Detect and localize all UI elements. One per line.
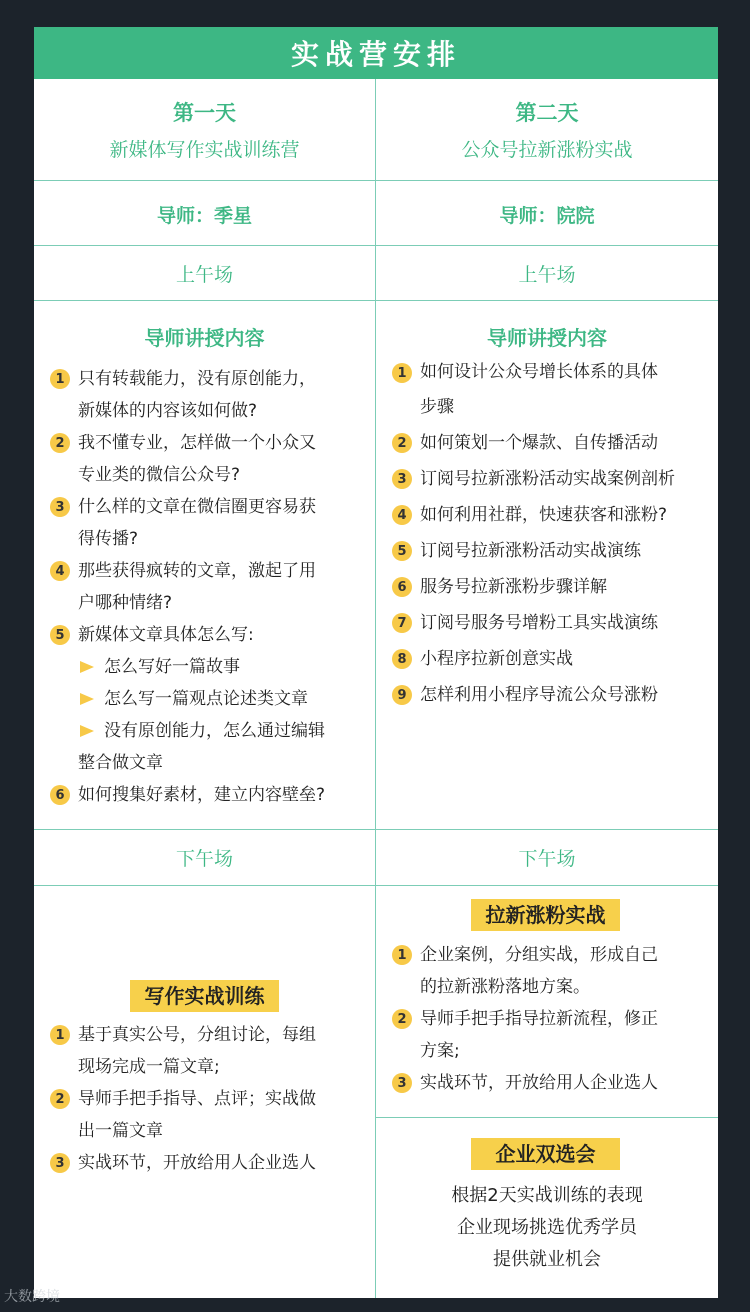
item-line: 的拉新涨粉落地方案。	[420, 977, 590, 997]
number-badge: 2	[392, 433, 412, 453]
number-badge: 2	[50, 433, 70, 453]
sub-item-text: 整合做文章	[78, 753, 163, 773]
item-line: 导师手把手指导拉新流程，修正	[420, 1009, 658, 1029]
day2-topic-list	[392, 355, 714, 713]
number-badge: 6	[50, 785, 70, 805]
job-fair-description	[376, 1180, 718, 1276]
item-line: 现场完成一篇文章;	[78, 1057, 220, 1077]
number-badge: 1	[392, 363, 412, 383]
item-line: 如何利用社群，快速获客和涨粉?	[420, 505, 668, 525]
sub-item	[50, 651, 370, 683]
number-badge: 5	[392, 541, 412, 561]
list-item	[50, 427, 370, 491]
day2-pm-title: 拉新涨粉实战	[471, 899, 620, 931]
item-line: 只有转载能力，没有原创能力，	[78, 369, 316, 389]
day1-topic-list	[50, 363, 370, 811]
day1-section-title: 导师讲授内容	[144, 326, 265, 350]
number-badge: 2	[392, 1009, 412, 1029]
list-item	[50, 1147, 370, 1179]
item-line: 如何搜集好素材，建立内容壁垒?	[78, 785, 326, 805]
day1-title: 第一天	[173, 101, 236, 125]
number-badge: 1	[50, 369, 70, 389]
item-line: 订阅号拉新涨粉活动实战案例剖析	[420, 469, 675, 489]
list-item	[392, 425, 714, 461]
number-badge: 6	[392, 577, 412, 597]
job-fair-title: 企业双选会	[471, 1138, 620, 1170]
sub-item-text: 没有原创能力，怎么通过编辑	[104, 721, 325, 741]
item-line: 如何策划一个爆款、自传播活动	[420, 433, 658, 453]
row-divider	[34, 245, 718, 246]
list-item	[392, 641, 714, 677]
day2-afternoon: 下午场	[518, 848, 576, 870]
job-fair-line: 根据2天实战训练的表现	[451, 1185, 643, 1206]
item-line: 方案;	[420, 1041, 460, 1061]
arrow-icon	[80, 661, 94, 673]
day1-mentor: 导师：季星	[156, 205, 252, 227]
item-line: 新媒体的内容该如何做?	[78, 401, 258, 421]
sub-item-text: 怎么写好一篇故事	[104, 657, 240, 677]
number-badge: 4	[392, 505, 412, 525]
list-item	[392, 569, 714, 605]
sub-item	[50, 683, 370, 715]
item-line: 小程序拉新创意实战	[420, 649, 573, 669]
item-line: 什么样的文章在微信圈更容易获	[78, 497, 316, 517]
list-item	[392, 1003, 714, 1067]
day2-subtitle: 公众号拉新涨粉实战	[461, 139, 633, 161]
list-item	[50, 491, 370, 555]
day1-pm-list	[50, 1019, 370, 1179]
number-badge: 3	[50, 497, 70, 517]
day2-morning: 上午场	[518, 264, 576, 286]
list-item	[392, 461, 714, 497]
item-line: 户哪种情绪?	[78, 593, 173, 613]
arrow-icon	[80, 693, 94, 705]
sub-item-continuation	[50, 747, 370, 779]
day1-pm-title: 写作实战训练	[130, 980, 279, 1012]
number-badge: 7	[392, 613, 412, 633]
item-line: 服务号拉新涨粉步骤详解	[420, 577, 607, 597]
row-divider	[34, 180, 718, 181]
item-line: 如何设计公众号增长体系的具体	[420, 362, 658, 382]
day2-header	[376, 97, 718, 162]
list-item	[392, 355, 714, 425]
day2-mentor: 导师：院院	[499, 205, 595, 227]
list-item	[50, 1083, 370, 1147]
list-item	[50, 779, 370, 811]
item-line: 我不懂专业，怎样做一个小众又	[78, 433, 316, 453]
day1-afternoon: 下午场	[175, 848, 233, 870]
job-fair-line: 企业现场挑选优秀学员	[457, 1217, 637, 1238]
item-line: 新媒体文章具体怎么写:	[78, 625, 254, 645]
list-item	[392, 677, 714, 713]
sub-item	[50, 715, 370, 747]
arrow-icon	[80, 725, 94, 737]
item-line: 出一篇文章	[78, 1121, 163, 1141]
schedule-title: 实战营安排	[34, 27, 718, 79]
row-divider	[34, 300, 718, 301]
day2-section-title: 导师讲授内容	[487, 326, 607, 350]
item-line: 得传播?	[78, 529, 139, 549]
list-item	[392, 1067, 714, 1099]
item-line: 基于真实公号，分组讨论，每组	[78, 1025, 316, 1045]
item-line: 订阅号服务号增粉工具实战演练	[420, 613, 658, 633]
row-divider	[34, 885, 718, 886]
sub-item-text: 怎么写一篇观点论述类文章	[104, 689, 308, 709]
item-line: 实战环节，开放给用人企业选人	[420, 1073, 658, 1093]
number-badge: 5	[50, 625, 70, 645]
item-line: 实战环节，开放给用人企业选人	[78, 1153, 316, 1173]
day2-pm-list	[392, 939, 714, 1099]
item-line: 那些获得疯转的文章，激起了用	[78, 561, 316, 581]
row-divider	[34, 829, 718, 830]
number-badge: 9	[392, 685, 412, 705]
number-badge: 4	[50, 561, 70, 581]
list-item	[392, 497, 714, 533]
item-line: 怎样利用小程序导流公众号涨粉	[420, 685, 658, 705]
list-item	[50, 555, 370, 619]
number-badge: 3	[50, 1153, 70, 1173]
number-badge: 3	[392, 1073, 412, 1093]
item-line: 专业类的微信公众号?	[78, 465, 241, 485]
number-badge: 1	[50, 1025, 70, 1045]
day1-header	[34, 97, 375, 162]
list-item	[392, 939, 714, 1003]
item-line: 导师手把手指导、点评；实战做	[78, 1089, 316, 1109]
number-badge: 1	[392, 945, 412, 965]
number-badge: 8	[392, 649, 412, 669]
number-badge: 3	[392, 469, 412, 489]
item-line: 订阅号拉新涨粉活动实战演练	[420, 541, 641, 561]
list-item	[50, 1019, 370, 1083]
schedule-sheet	[34, 27, 718, 1298]
day1-morning: 上午场	[175, 264, 233, 286]
job-fair-line: 提供就业机会	[493, 1249, 601, 1270]
item-line: 企业案例，分组实战，形成自己	[420, 945, 658, 965]
list-item	[50, 619, 370, 651]
day2-title: 第二天	[515, 101, 579, 125]
watermark: 大数跨境	[4, 1289, 60, 1305]
list-item	[392, 533, 714, 569]
list-item	[50, 363, 370, 427]
list-item	[392, 605, 714, 641]
row-divider	[376, 1117, 718, 1118]
item-line: 步骤	[420, 397, 454, 417]
day1-subtitle: 新媒体写作实战训练营	[109, 139, 300, 161]
number-badge: 2	[50, 1089, 70, 1109]
